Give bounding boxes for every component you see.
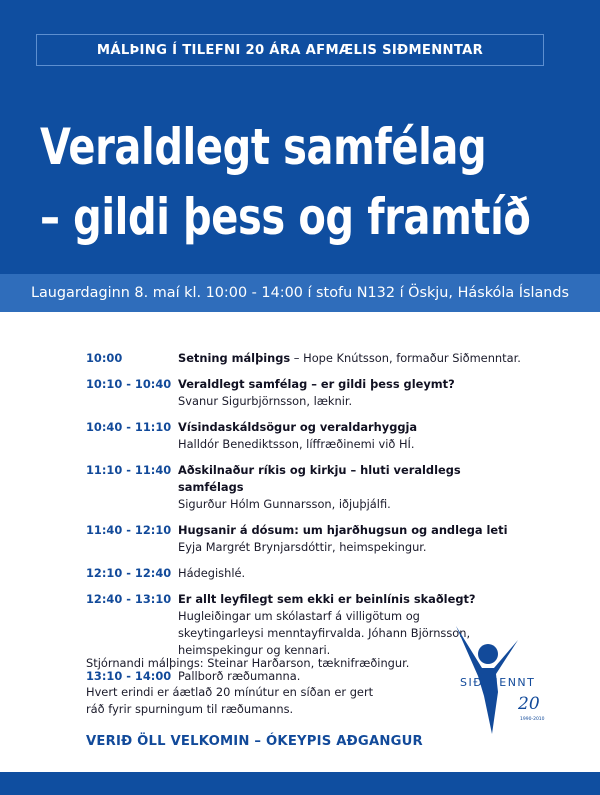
schedule-detail-line: skeytingarleysi menntayfirvalda. Jóhann Björnsson, xyxy=(178,626,471,640)
schedule-row xyxy=(86,419,526,453)
sidmennt-logo xyxy=(452,622,572,744)
moderator-line: Stjórnandi málþings: Steinar Harðarson, tæknifræðingur. xyxy=(86,656,410,670)
schedule-title: Er allt leyfilegt sem ekki er beinlínis skaðlegt? xyxy=(178,592,476,606)
title-line-1: Veraldlegt samfélag xyxy=(40,118,487,176)
schedule-speaker: Svanur Sigurbjörnsson, læknir. xyxy=(178,394,353,408)
schedule-inline: Hádegishlé. xyxy=(178,566,246,580)
schedule-time: 12:10 - 12:40 xyxy=(86,566,172,580)
timing-note: Hvert erindi er áætlað 20 mínútur en síðan er gert ráð fyrir spurningum til ræðumanns. xyxy=(86,685,374,716)
schedule-row xyxy=(86,376,526,410)
schedule-desc xyxy=(178,350,521,367)
schedule-row xyxy=(86,350,526,367)
schedule-row xyxy=(86,522,526,556)
schedule-speaker: Eyja Margrét Brynjarsdóttir, heimspekingur. xyxy=(178,540,427,554)
bottom-band xyxy=(0,772,600,795)
schedule-desc xyxy=(178,462,526,513)
header-banner xyxy=(0,0,600,274)
schedule-desc xyxy=(178,376,455,410)
schedule-time: 11:10 - 11:40 xyxy=(86,463,172,477)
schedule-desc xyxy=(178,522,508,556)
schedule-time: 10:10 - 10:40 xyxy=(86,377,172,391)
schedule-row xyxy=(86,462,526,513)
title-line-2: – gildi þess og framtíð xyxy=(40,188,531,246)
event-date-location: Laugardaginn 8. maí kl. 10:00 - 14:00 í stofu N132 í Öskju, Háskóla Íslands xyxy=(30,285,570,301)
schedule-speaker: Sigurður Hólm Gunnarsson, iðjuþjálfi. xyxy=(178,497,391,511)
schedule-detail-line: Hugleiðingar um skólastarf á villigötum og xyxy=(178,609,420,623)
logo-years: 1990-2010 xyxy=(520,717,545,722)
logo-wordmark: SIÐ MENNT xyxy=(460,676,536,689)
event-subtitle: MÁLÞING Í TILEFNI 20 ÁRA AFMÆLIS SIÐMENNTAR xyxy=(96,42,484,58)
welcome-banner: VERIÐ ÖLL VELKOMIN – ÓKEYPIS AÐGANGUR xyxy=(86,734,423,749)
schedule-time: 13:10 - 14:00 xyxy=(86,669,172,683)
schedule-desc xyxy=(178,419,417,453)
schedule-detail-line: heimspekingur og kennari. xyxy=(178,643,331,657)
schedule-title: Setning málþings xyxy=(178,351,291,365)
subtitle-box xyxy=(36,34,544,66)
schedule-row xyxy=(86,565,526,582)
schedule-title: Veraldlegt samfélag – er gildi þess gleymt? xyxy=(178,377,455,391)
logo-anniversary-number: 20 xyxy=(518,694,540,714)
schedule-title: Aðskilnaður ríkis og kirkju – hluti veraldlegs samfélags xyxy=(178,463,461,494)
schedule-desc xyxy=(178,591,476,659)
schedule-inline: – Hope Knútsson, formaður Siðmenntar. xyxy=(290,351,521,365)
schedule-title: Vísindaskáldsögur og veraldarhyggja xyxy=(178,420,418,434)
date-band xyxy=(0,274,600,312)
schedule-title: Hugsanir á dósum: um hjarðhugsun og andlega leti xyxy=(178,523,508,537)
schedule-desc xyxy=(178,565,245,582)
schedule-time: 12:40 - 13:10 xyxy=(86,592,172,606)
schedule-time: 11:40 - 12:10 xyxy=(86,523,172,537)
schedule-time: 10:00 xyxy=(86,351,123,365)
schedule-inline: Pallborð ræðumanna. xyxy=(178,669,301,683)
schedule-time: 10:40 - 11:10 xyxy=(86,420,172,434)
schedule-speaker: Halldór Benediktsson, líffræðinemi við HÍ. xyxy=(178,437,415,451)
